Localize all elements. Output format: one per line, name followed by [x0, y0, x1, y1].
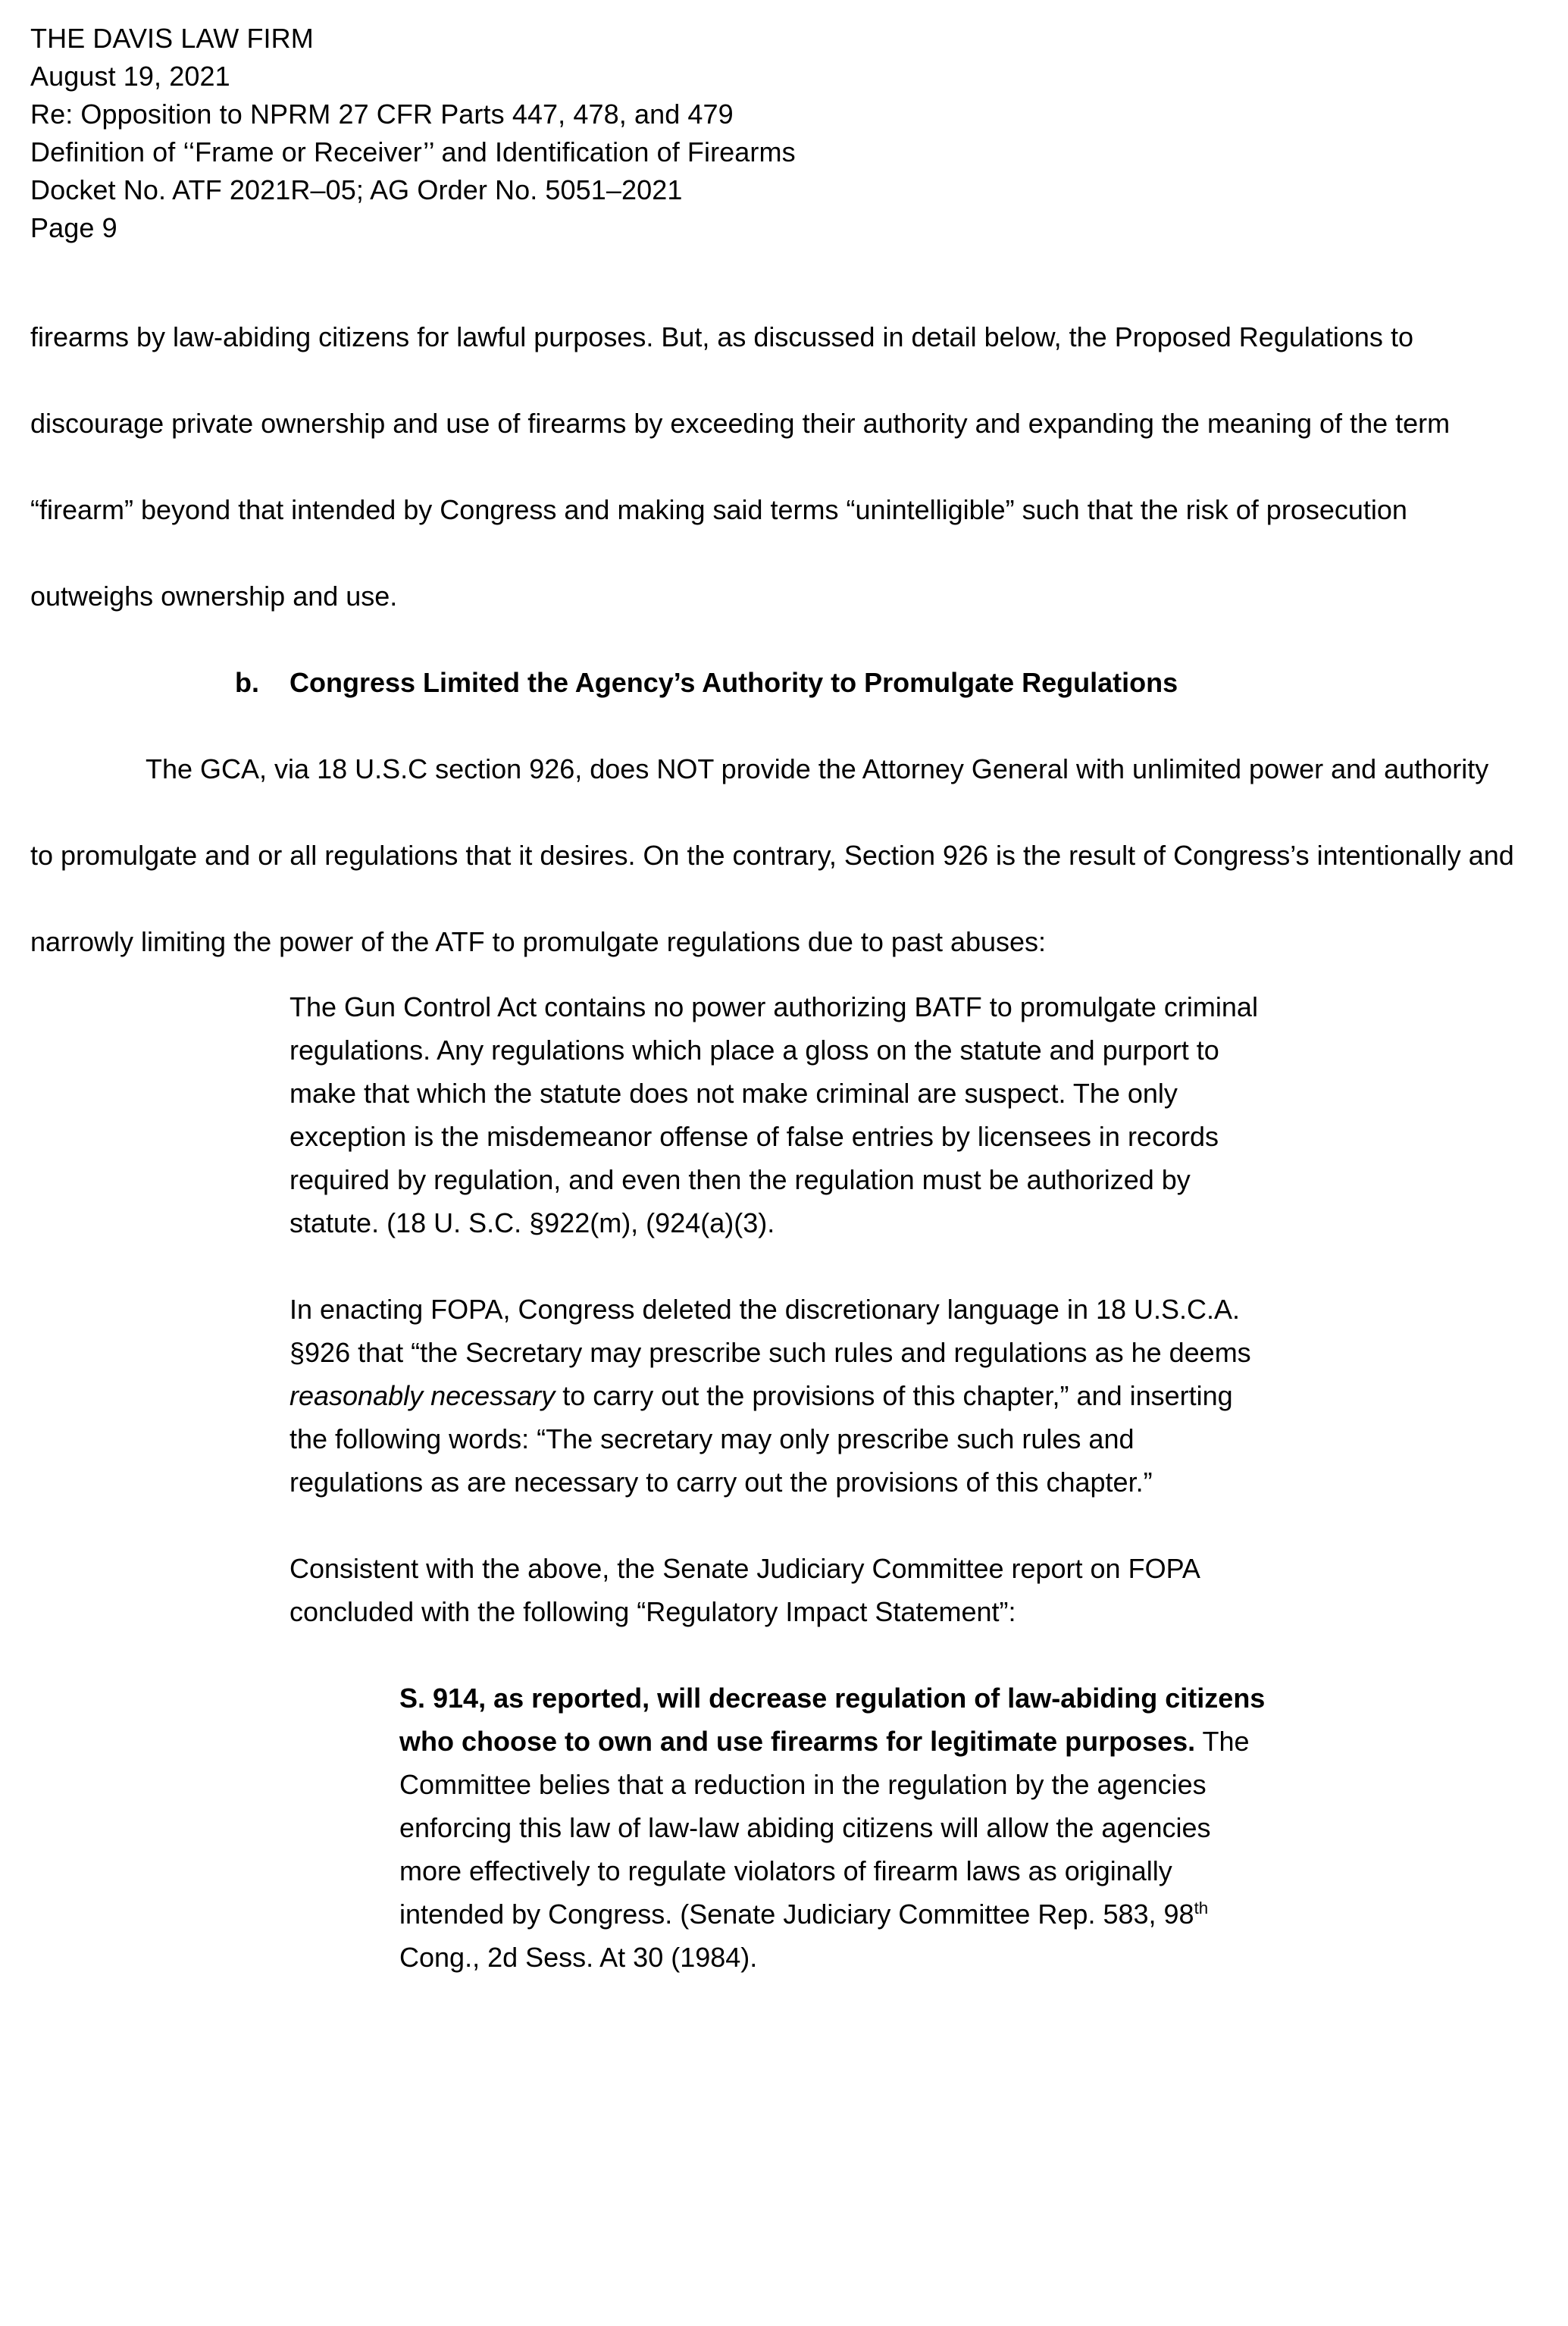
- paragraph-gca: [30, 726, 1515, 985]
- letter-date: August 19, 2021: [30, 61, 230, 92]
- subject-line: Definition of ‘‘Frame or Receiver’’ and Identification of Firearms: [30, 136, 796, 167]
- blockquote-three: Consistent with the above, the Senate Judiciary Committee report on FOPA concluded with the following “Regulatory Impact Statement”:: [290, 1553, 1199, 1627]
- docket-line: Docket No. ATF 2021R–05; AG Order No. 5051–2021: [30, 174, 683, 205]
- blockquote-four: [30, 1676, 1515, 1979]
- letterhead-header: [30, 20, 1515, 247]
- quote-four-tail: Cong., 2d Sess. At 30 (1984).: [399, 1942, 758, 1973]
- quote-four-bold-lead: S. 914, as reported, will decrease regulation of law-abiding citizens who choose to own and use firearms for legitimate purposes.: [399, 1683, 1266, 1757]
- quote-two-tail: to carry out the provisions of this chapter,” and inserting the following words: “The secretary may only prescribe such rules and regulations as are necessary to carry out the provisions of this chapter.”: [290, 1380, 1233, 1498]
- heading-text: Congress Limited the Agency’s Authority to Promulgate Regulations: [290, 667, 1178, 698]
- quote-four-body: The Committee belies that a reduction in the regulation by the agencies enforcing this law of law-law abiding citizens will allow the agencies more effectively to regulate violators of firearm laws as originally intended by Congress. (Senate Judiciary Committee Rep. 583, 98: [399, 1726, 1250, 1930]
- page-number-label: Page 9: [30, 212, 117, 243]
- quote-two-italic: reasonably necessary: [290, 1380, 556, 1411]
- paragraph-continued: firearms by law-abiding citizens for lawful purposes. But, as discussed in detail below, the Proposed Regulations to discourage private ownership and use of firearms by exceeding their authority and expanding the meaning of the term “firearm” beyond that intended by Congress and making said terms “unintelligible” such that the risk of prosecution outweighs ownership and use.: [30, 321, 1451, 612]
- blockquote-two: [30, 1288, 1515, 1504]
- re-line: Re: Opposition to NPRM 27 CFR Parts 447, 478, and 479: [30, 99, 734, 130]
- section-heading-b: [30, 640, 1515, 726]
- firm-name: THE DAVIS LAW FIRM: [30, 23, 314, 54]
- ordinal-superscript: th: [1194, 1899, 1209, 1917]
- document-body: [30, 294, 1515, 1979]
- quote-two-lead: In enacting FOPA, Congress deleted the discretionary language in 18 U.S.C.A. §926 that “the Secretary may prescribe such rules and regulations as he deems: [290, 1294, 1251, 1368]
- heading-marker: b.: [235, 667, 259, 698]
- blockquote-one: The Gun Control Act contains no power authorizing BATF to promulgate criminal regulations. Any regulations which place a gloss on the statute and purport to make that which the statute does not make criminal are suspect. The only exception is the misdemeanor offense of false entries by licensees in records required by regulation, and even then the regulation must be authorized by statute. (18 U. S.C. §922(m), (924(a)(3).: [290, 991, 1258, 1238]
- paragraph-gca-text: The GCA, via 18 U.S.C section 926, does NOT provide the Attorney General with unlimited power and authority to promulgate and or all regulations that it desires. On the contrary, Section 926 is the result of Congress’s intentionally and narrowly limiting the power of the ATF to promulgate regulations due to past abuses:: [30, 753, 1514, 957]
